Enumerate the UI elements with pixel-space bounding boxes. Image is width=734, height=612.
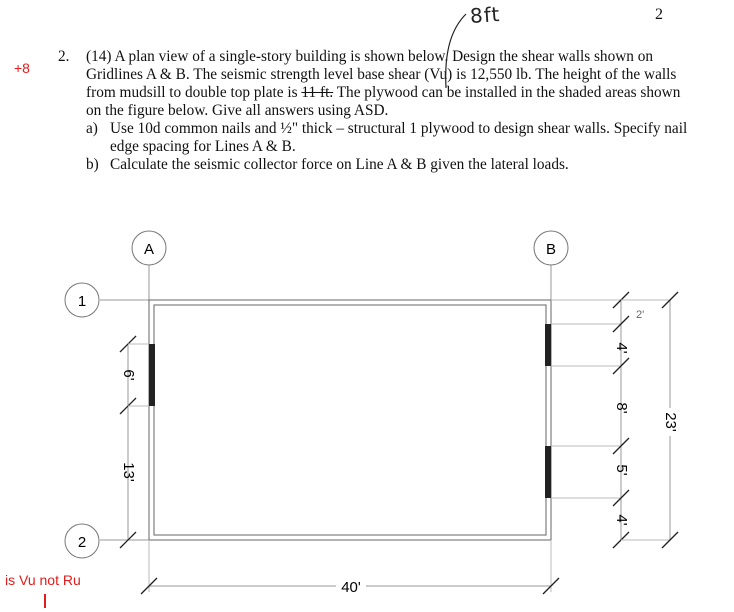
- part-b-label: b): [86, 156, 99, 173]
- grid-label-1: 1: [77, 293, 87, 310]
- problem-number: 2.: [58, 48, 70, 65]
- problem-intro-text-2: The plywood can be installed in the shaded areas shown on the figure below. Give all answers using ASD.: [86, 84, 681, 119]
- dim-right-8ft: 8': [613, 402, 630, 414]
- grid-label-a: A: [143, 241, 155, 258]
- grid-label-b: B: [545, 241, 557, 258]
- dim-overall-40ft: 40': [341, 579, 361, 596]
- grader-comment: is Vu not Ru: [5, 572, 81, 588]
- page-number: 2: [655, 6, 663, 23]
- dim-right-4ft-top: 4': [613, 342, 630, 354]
- grader-comment-mark: [44, 594, 46, 608]
- struck-height-value: 11 ft.: [301, 84, 334, 101]
- grade-score: +8: [14, 60, 30, 76]
- building-outline: [149, 300, 551, 540]
- part-a-text: Use 10d common nails and ½" thick – structural 1 plywood to design shear walls. Specify nail edge spacing for Lines A & B.: [110, 120, 688, 155]
- building-outline-inner: [154, 305, 546, 535]
- problem-intro-text-1: (14) A plan view of a single-story building is shown below. Design the shear walls shown on Gridlines A & B. The seismic strength level base shear (Vu) is 12,550 lb. The height of the walls from mudsill to double top plate is: [86, 48, 677, 101]
- part-a-label: a): [86, 120, 98, 137]
- handwritten-height-note: 8ft: [469, 1, 502, 29]
- handwritten-arrow: [446, 14, 466, 88]
- dim-right-5ft: 5': [613, 464, 630, 476]
- dim-left-13ft: 13': [120, 462, 137, 482]
- grid-label-2: 2: [77, 534, 87, 551]
- shear-wall-line-b-upper: [545, 324, 551, 366]
- dim-overall-23ft: 23': [662, 412, 679, 432]
- part-b-text: Calculate the seismic collector force on Line A & B given the lateral loads.: [110, 156, 569, 173]
- dim-left-6ft: 6': [120, 369, 137, 381]
- shear-wall-line-a: [149, 344, 155, 406]
- dim-right-2ft: 2': [636, 309, 645, 321]
- dim-right-4ft-bottom: 4': [613, 514, 630, 526]
- shear-wall-line-b-lower: [545, 446, 551, 498]
